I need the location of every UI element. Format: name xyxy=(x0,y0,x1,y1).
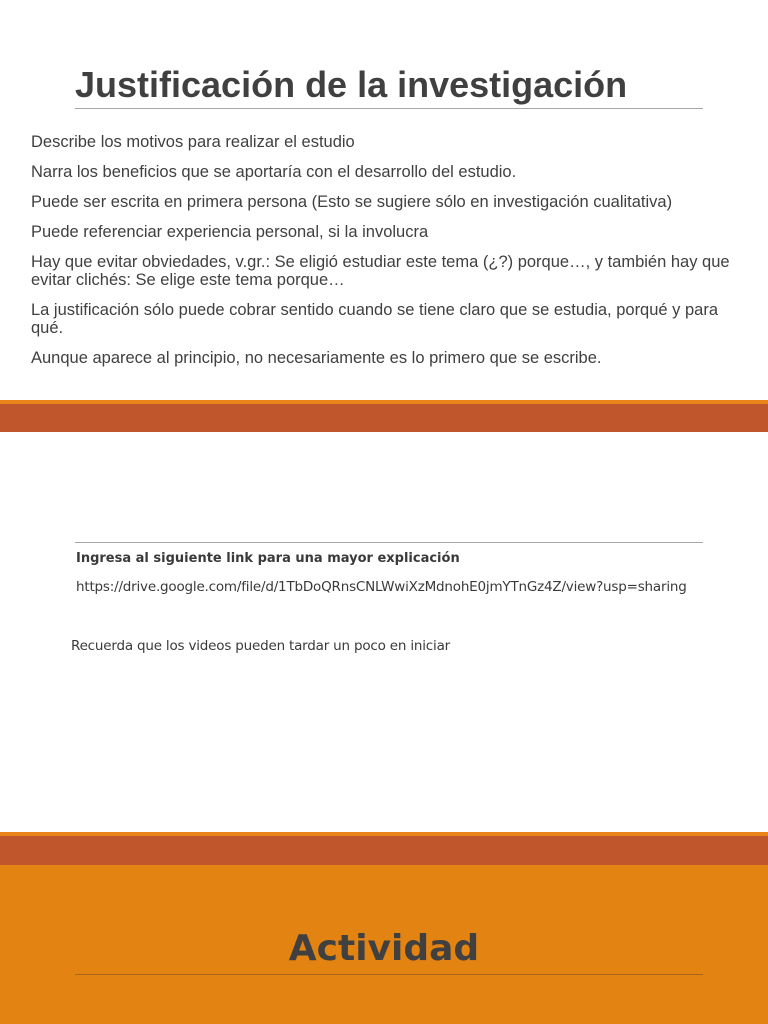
bullet-item: Puede referenciar experiencia personal, si la involucra xyxy=(31,223,429,241)
link-heading: Ingresa al siguiente link para una mayor explicación xyxy=(76,551,460,566)
drive-link[interactable]: https://drive.google.com/file/d/1TbDoQRnsCNLWwiXzMdnohE0jmYTnGz4Z/view?usp=sharing xyxy=(76,579,687,595)
bullet-list xyxy=(31,133,741,379)
bullet-item: Aunque aparece al principio, no necesariamente es lo primero que se escribe. xyxy=(31,349,602,367)
slide-justificacion xyxy=(0,0,768,400)
video-note: Recuerda que los videos pueden tardar un poco en iniciar xyxy=(71,638,450,654)
slide-title: Justificación de la investigación xyxy=(75,64,628,105)
title-divider xyxy=(75,974,703,975)
bullet-item: La justificación sólo puede cobrar sentido cuando se tiene claro que se estudia, porqué y para qué. xyxy=(31,301,719,337)
separator-accent-line xyxy=(0,832,768,836)
title-divider xyxy=(75,108,703,109)
slide-separator xyxy=(0,832,768,865)
separator-accent-line xyxy=(0,400,768,404)
bullet-item: Hay que evitar obviedades, v.gr.: Se eligió estudiar este tema (¿?) porque…, y también hay que evitar clichés: Se elige este tema porque… xyxy=(31,253,730,289)
title-divider xyxy=(75,542,703,543)
bullet-item: Narra los beneficios que se aportaría con el desarrollo del estudio. xyxy=(31,163,517,181)
slide-link xyxy=(0,432,768,832)
slide-title: Actividad xyxy=(288,928,480,969)
slide-actividad xyxy=(0,865,768,1024)
bullet-item: Describe los motivos para realizar el estudio xyxy=(31,133,355,151)
bullet-item: Puede ser escrita en primera persona (Esto se sugiere sólo en investigación cualitativa) xyxy=(31,193,673,211)
slide-separator xyxy=(0,400,768,432)
